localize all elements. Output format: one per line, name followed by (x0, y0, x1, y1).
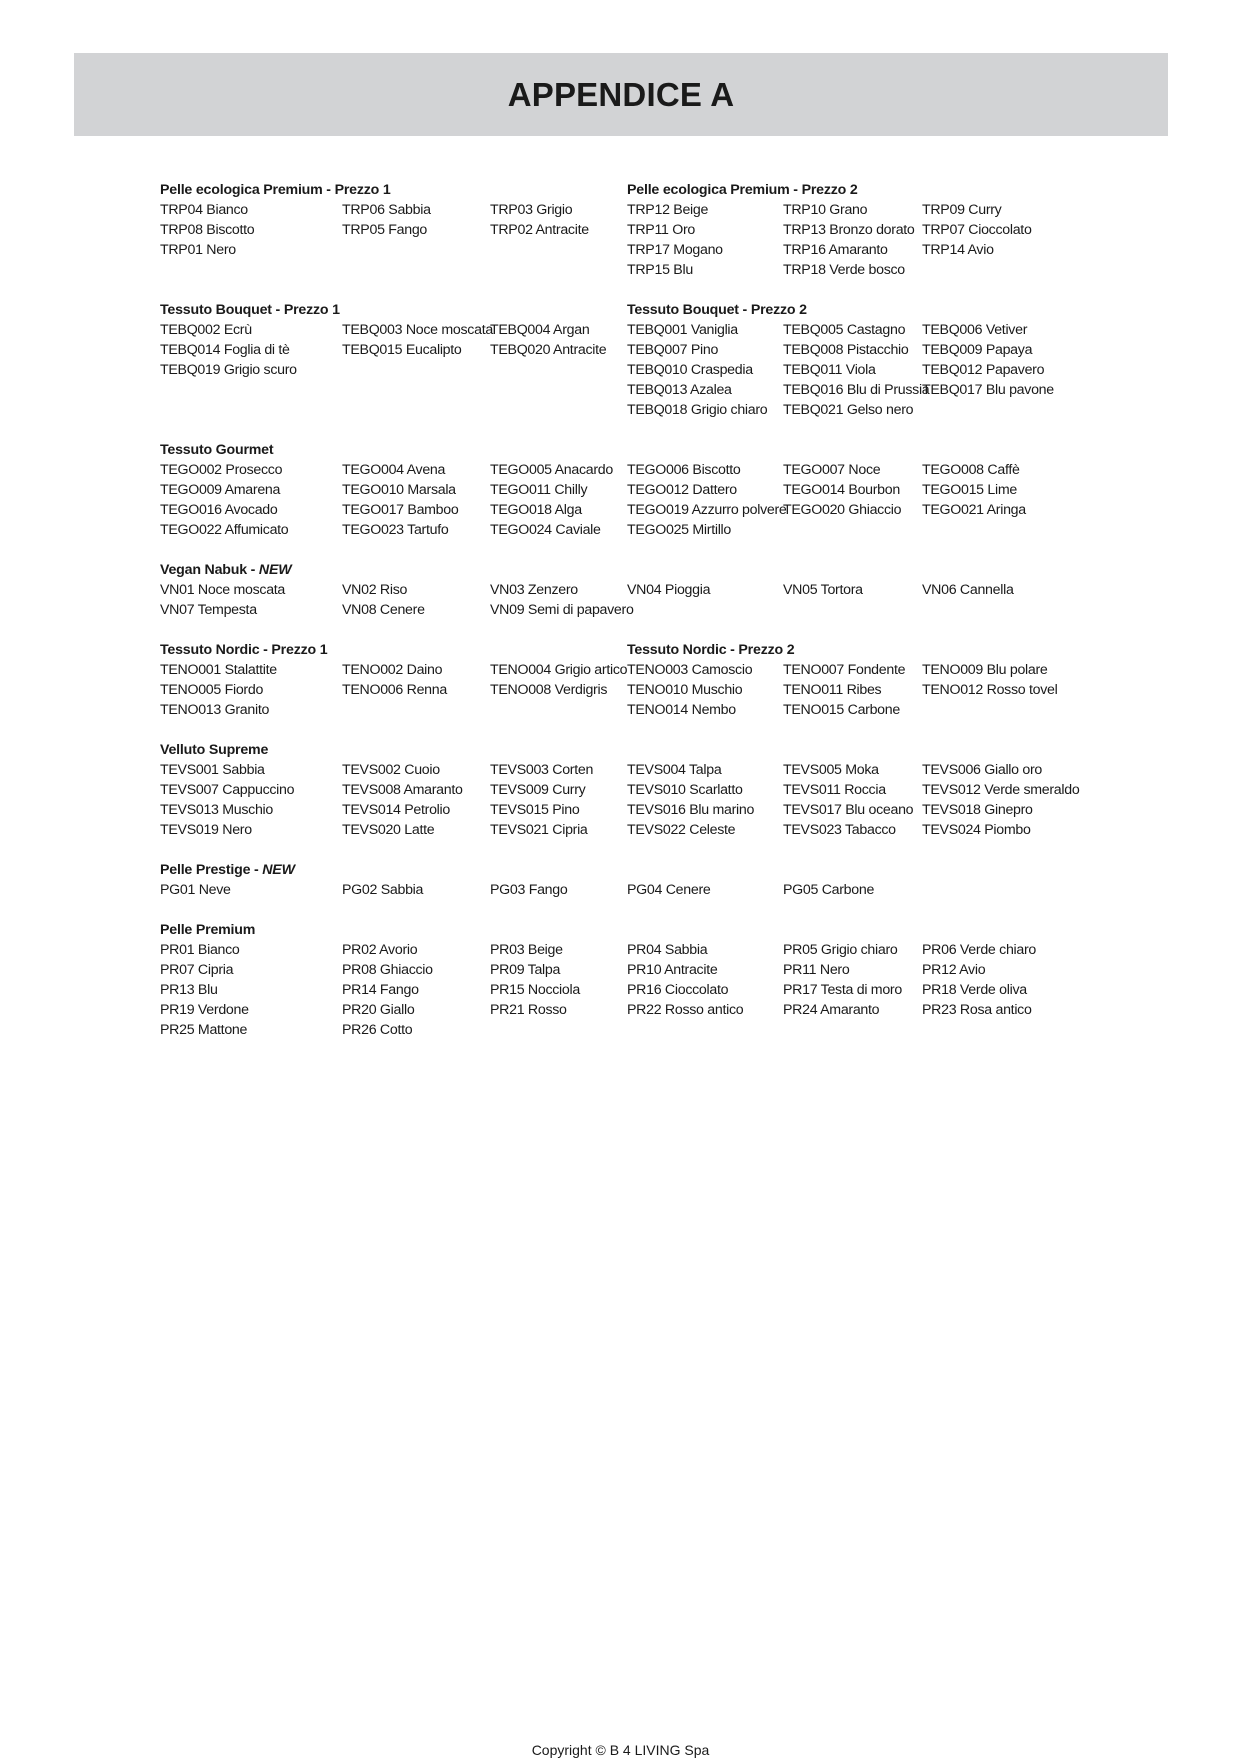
section-title (160, 640, 327, 660)
material-row (160, 320, 1100, 340)
material-item: TENO002 Daino (342, 662, 443, 678)
material-item: TEBQ014 Foglia di tè (160, 342, 290, 358)
material-item: TENO003 Camoscio (627, 662, 753, 678)
material-row (160, 400, 1100, 420)
material-item: PR20 Giallo (342, 1002, 415, 1018)
material-row (160, 760, 1100, 780)
material-item: PR07 Cipria (160, 962, 234, 978)
material-item: TEGO020 Ghiaccio (783, 502, 902, 518)
material-item: TENO010 Muschio (627, 682, 743, 698)
material-section (160, 440, 1100, 540)
material-item: TEGO007 Noce (783, 462, 881, 478)
material-item: TEBQ009 Papaya (922, 342, 1033, 358)
material-item: TEVS009 Curry (490, 782, 586, 798)
section-title-text: Pelle Premium (160, 922, 256, 938)
material-row (160, 680, 1100, 700)
material-row (160, 800, 1100, 820)
material-item: TEGO014 Bourbon (783, 482, 900, 498)
material-item: TEBQ007 Pino (627, 342, 719, 358)
material-item: TEVS005 Moka (783, 762, 879, 778)
material-item: PR18 Verde oliva (922, 982, 1027, 998)
material-row (160, 200, 1100, 220)
material-row (160, 340, 1100, 360)
section-title-text: Vegan Nabuk - (160, 562, 259, 578)
section-title-text: Tessuto Bouquet - Prezzo 1 (160, 302, 340, 318)
material-row (160, 1000, 1100, 1020)
page-title: APPENDICE A (507, 75, 735, 113)
material-item: TEVS021 Cipria (490, 822, 588, 838)
section-title-text: Tessuto Gourmet (160, 442, 274, 458)
material-item: TEVS015 Pino (490, 802, 580, 818)
material-section (160, 640, 1100, 720)
material-item: TRP17 Mogano (627, 242, 723, 258)
material-item: TRP18 Verde bosco (783, 262, 905, 278)
material-item: TEBQ020 Antracite (490, 342, 607, 358)
material-item: TEVS017 Blu oceano (783, 802, 914, 818)
material-item: PR04 Sabbia (627, 942, 708, 958)
section-header (160, 180, 1100, 200)
material-item: TRP02 Antracite (490, 222, 589, 238)
material-row (160, 520, 1100, 540)
section-title (627, 180, 858, 200)
section-header (160, 640, 1100, 660)
section-title (627, 300, 807, 320)
material-item: TEBQ019 Grigio scuro (160, 362, 297, 378)
material-item: TRP03 Grigio (490, 202, 573, 218)
material-row (160, 780, 1100, 800)
material-item: TENO008 Verdigris (490, 682, 608, 698)
material-item: PR09 Talpa (490, 962, 561, 978)
material-item: TEVS020 Latte (342, 822, 435, 838)
section-title-text: Tessuto Nordic - Prezzo 2 (627, 642, 795, 658)
material-item: PR12 Avio (922, 962, 986, 978)
material-item: PG02 Sabbia (342, 882, 424, 898)
section-header (160, 860, 1100, 880)
material-row (160, 1020, 1100, 1040)
material-item: TEVS018 Ginepro (922, 802, 1033, 818)
material-item: PR26 Cotto (342, 1022, 413, 1038)
material-item: PR08 Ghiaccio (342, 962, 433, 978)
material-row (160, 660, 1100, 680)
material-item: TEBQ011 Viola (783, 362, 876, 378)
material-item: VN09 Semi di papavero (490, 602, 634, 618)
section-header (160, 560, 1100, 580)
material-row (160, 220, 1100, 240)
material-item: TRP10 Grano (783, 202, 868, 218)
material-item: PR25 Mattone (160, 1022, 248, 1038)
material-item: TEVS022 Celeste (627, 822, 736, 838)
material-row (160, 580, 1100, 600)
material-item: TEBQ015 Eucalipto (342, 342, 462, 358)
material-item: TEGO021 Aringa (922, 502, 1026, 518)
material-item: TEBQ016 Blu di Prussia (783, 382, 930, 398)
material-item: TENO011 Ribes (783, 682, 882, 698)
section-header (160, 920, 1100, 940)
material-item: TEVS013 Muschio (160, 802, 273, 818)
section-title (627, 640, 794, 660)
material-item: TEBQ003 Noce moscata (342, 322, 493, 338)
material-item: PR05 Grigio chiaro (783, 942, 898, 958)
section-title-text: Tessuto Nordic - Prezzo 1 (160, 642, 328, 658)
material-item: TENO013 Granito (160, 702, 270, 718)
material-item: VN01 Noce moscata (160, 582, 286, 598)
section-title (160, 740, 268, 760)
material-item: TEVS001 Sabbia (160, 762, 265, 778)
section-title-text: Pelle Prestige - (160, 862, 263, 878)
material-item: TEGO023 Tartufo (342, 522, 449, 538)
material-item: TEGO006 Biscotto (627, 462, 741, 478)
material-row (160, 820, 1100, 840)
material-item: PR16 Cioccolato (627, 982, 729, 998)
material-section (160, 180, 1100, 280)
material-item: TEVS008 Amaranto (342, 782, 463, 798)
material-row (160, 460, 1100, 480)
material-item: TENO007 Fondente (783, 662, 906, 678)
material-item: TEGO005 Anacardo (490, 462, 613, 478)
material-item: PR17 Testa di moro (783, 982, 902, 998)
material-item: PR01 Bianco (160, 942, 240, 958)
material-item: PG03 Fango (490, 882, 568, 898)
material-item: TENO005 Fiordo (160, 682, 264, 698)
material-item: PR23 Rosa antico (922, 1002, 1032, 1018)
material-item: PR13 Blu (160, 982, 218, 998)
material-item: TEVS014 Petrolio (342, 802, 450, 818)
material-item: TEBQ005 Castagno (783, 322, 906, 338)
material-section (160, 920, 1100, 1040)
material-item: TRP15 Blu (627, 262, 693, 278)
material-item: TEBQ008 Pistacchio (783, 342, 909, 358)
material-item: TEBQ010 Craspedia (627, 362, 753, 378)
material-row (160, 880, 1100, 900)
material-item: TEBQ021 Gelso nero (783, 402, 914, 418)
material-item: VN06 Cannella (922, 582, 1014, 598)
material-item: TEGO008 Caffè (922, 462, 1020, 478)
material-item: TEGO009 Amarena (160, 482, 281, 498)
material-item: TEVS003 Corten (490, 762, 594, 778)
material-section (160, 300, 1100, 420)
material-item: TRP05 Fango (342, 222, 428, 238)
section-title (160, 440, 273, 460)
material-item: TEGO018 Alga (490, 502, 582, 518)
material-item: TENO004 Grigio artico (490, 662, 628, 678)
material-row (160, 240, 1100, 260)
material-item: PR06 Verde chiaro (922, 942, 1036, 958)
material-item: TEGO017 Bamboo (342, 502, 459, 518)
material-row (160, 480, 1100, 500)
copyright-footer: Copyright © B 4 LIVING Spa (531, 1742, 710, 1758)
section-title-text: Tessuto Bouquet - Prezzo 2 (627, 302, 807, 318)
material-item: TEBQ012 Papavero (922, 362, 1045, 378)
material-item: TRP12 Beige (627, 202, 709, 218)
section-title (160, 560, 291, 580)
material-item: TEBQ006 Vetiver (922, 322, 1028, 338)
material-row (160, 980, 1100, 1000)
material-item: TEVS011 Roccia (783, 782, 886, 798)
section-title-text: Pelle ecologica Premium - Prezzo 1 (160, 182, 391, 198)
material-item: TEGO019 Azzurro polvere (627, 502, 787, 518)
material-item: TEBQ018 Grigio chiaro (627, 402, 768, 418)
material-item: PR14 Fango (342, 982, 419, 998)
material-item: TRP13 Bronzo dorato (783, 222, 915, 238)
section-title-text: Pelle ecologica Premium - Prezzo 2 (627, 182, 858, 198)
material-item: TRP04 Bianco (160, 202, 248, 218)
material-row (160, 260, 1100, 280)
material-item: TEGO002 Prosecco (160, 462, 283, 478)
material-item: TENO006 Renna (342, 682, 447, 698)
material-item: TEGO015 Lime (922, 482, 1017, 498)
material-item: TENO015 Carbone (783, 702, 900, 718)
material-item: TEVS024 Piombo (922, 822, 1031, 838)
material-item: TEGO004 Avena (342, 462, 446, 478)
page-header (74, 53, 1168, 136)
material-item: VN07 Tempesta (160, 602, 257, 618)
new-badge: NEW (262, 862, 295, 878)
material-item: PR19 Verdone (160, 1002, 249, 1018)
material-row (160, 380, 1100, 400)
material-row (160, 960, 1100, 980)
material-item: VN02 Riso (342, 582, 408, 598)
material-row (160, 600, 1100, 620)
material-list (160, 180, 1100, 1060)
material-item: PR10 Antracite (627, 962, 718, 978)
material-item: PR24 Amaranto (783, 1002, 880, 1018)
material-item: TEBQ017 Blu pavone (922, 382, 1054, 398)
material-item: TRP11 Oro (627, 222, 695, 238)
section-header (160, 300, 1100, 320)
material-item: PR11 Nero (783, 962, 850, 978)
section-title-text: Velluto Supreme (160, 742, 269, 758)
material-item: TEBQ004 Argan (490, 322, 590, 338)
section-title (160, 180, 391, 200)
material-item: VN04 Pioggia (627, 582, 711, 598)
material-item: TRP01 Nero (160, 242, 236, 258)
material-item: TEBQ001 Vaniglia (627, 322, 738, 338)
material-item: PR21 Rosso (490, 1002, 567, 1018)
material-item: TEGO024 Caviale (490, 522, 601, 538)
material-item: TENO001 Stalattite (160, 662, 277, 678)
material-item: PR15 Nocciola (490, 982, 580, 998)
section-title (160, 300, 340, 320)
material-item: TENO012 Rosso tovel (922, 682, 1058, 698)
material-item: TEVS019 Nero (160, 822, 252, 838)
material-item: PR03 Beige (490, 942, 563, 958)
material-item: TRP14 Avio (922, 242, 994, 258)
material-item: TEVS002 Cuoio (342, 762, 440, 778)
material-item: TEGO011 Chilly (490, 482, 588, 498)
material-item: PR02 Avorio (342, 942, 418, 958)
material-item: TRP08 Biscotto (160, 222, 255, 238)
material-item: PG04 Cenere (627, 882, 711, 898)
material-item: TENO014 Nembo (627, 702, 736, 718)
new-badge: NEW (258, 562, 292, 578)
material-item: TEVS006 Giallo oro (922, 762, 1042, 778)
material-item: TRP09 Curry (922, 202, 1002, 218)
material-item: VN03 Zenzero (490, 582, 578, 598)
material-item: TEGO012 Dattero (627, 482, 737, 498)
material-item: TEVS004 Talpa (627, 762, 722, 778)
material-section (160, 860, 1100, 900)
material-item: TEGO022 Affumicato (160, 522, 289, 538)
material-item: PR22 Rosso antico (627, 1002, 744, 1018)
material-item: PG05 Carbone (783, 882, 875, 898)
material-item: TRP06 Sabbia (342, 202, 431, 218)
section-header (160, 740, 1100, 760)
material-item: TEGO010 Marsala (342, 482, 456, 498)
material-item: TEVS016 Blu marino (627, 802, 755, 818)
section-header (160, 440, 1100, 460)
material-item: TEVS010 Scarlatto (627, 782, 743, 798)
material-item: TRP16 Amaranto (783, 242, 888, 258)
material-row (160, 500, 1100, 520)
section-title (160, 860, 295, 880)
material-item: TEGO025 Mirtillo (627, 522, 731, 538)
material-item: TEVS007 Cappuccino (160, 782, 295, 798)
material-row (160, 360, 1100, 380)
material-item: TEVS023 Tabacco (783, 822, 896, 838)
material-item: VN08 Cenere (342, 602, 425, 618)
material-row (160, 700, 1100, 720)
material-item: TENO009 Blu polare (922, 662, 1048, 678)
material-item: PG01 Neve (160, 882, 231, 898)
material-item: TRP07 Cioccolato (922, 222, 1032, 238)
section-title (160, 920, 255, 940)
material-section (160, 560, 1100, 620)
material-item: TEBQ002 Ecrù (160, 322, 252, 338)
material-item: TEBQ013 Azalea (627, 382, 732, 398)
material-item: TEGO016 Avocado (160, 502, 278, 518)
material-section (160, 740, 1100, 840)
material-row (160, 940, 1100, 960)
material-item: VN05 Tortora (783, 582, 863, 598)
material-item: TEVS012 Verde smeraldo (922, 782, 1080, 798)
